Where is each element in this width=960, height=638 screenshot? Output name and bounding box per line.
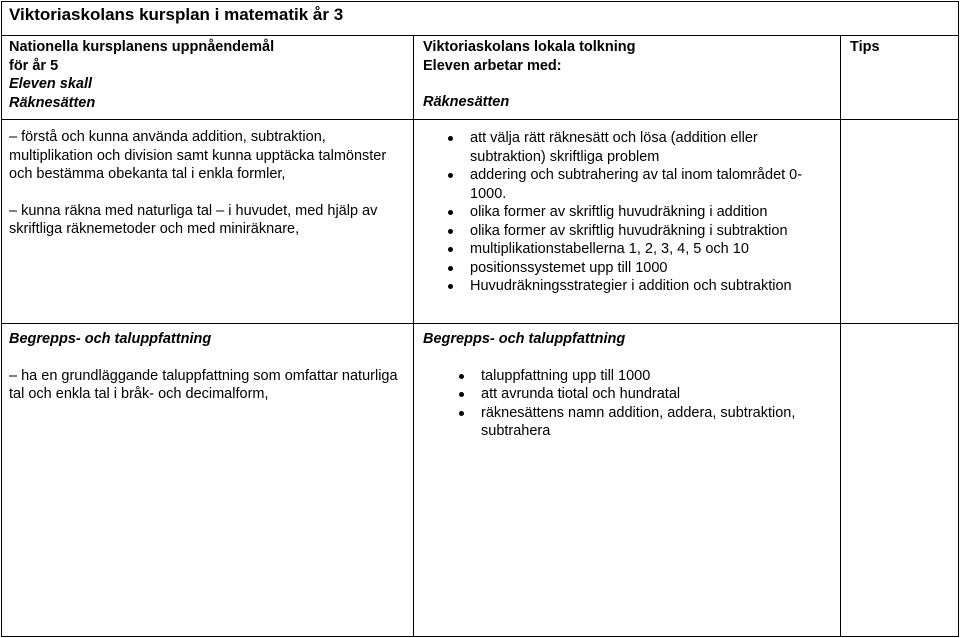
header-local-line2: Eleven arbetar med: (423, 57, 562, 74)
section1-goals (9, 128, 404, 239)
list-item: positionssystemet upp till 1000 (446, 259, 834, 278)
page-title: Viktoriaskolans kursplan i matematik år 3 (9, 5, 344, 24)
goal-text: – ha en grundläggande taluppfattning som omfattar naturliga tal och enkla tal i bråk- och decimalform, (9, 367, 398, 402)
goal-text: – kunna räkna med naturliga tal – i huvudet, med hjälp av skriftliga räknemetoder och med miniräknare, (9, 202, 378, 237)
title-divider (1, 35, 959, 36)
section2-heading-right: Begrepps- och taluppfattning (423, 331, 626, 347)
section2-local (423, 330, 833, 441)
column-divider-1 (413, 35, 414, 636)
header-national-goals (9, 38, 409, 112)
header-national-line2: för år 5 (9, 57, 59, 74)
list-item: att välja rätt räknesätt och lösa (addition eller subtraktion) skriftliga problem (446, 129, 834, 166)
list-item: räknesättens namn addition, addera, subtraktion, subtrahera (457, 404, 833, 441)
section2-goals (9, 330, 404, 404)
list-item: multiplikationstabellerna 1, 2, 3, 4, 5 och 10 (446, 240, 834, 259)
header-tips: Tips (850, 39, 880, 55)
header-local-line1: Viktoriaskolans lokala tolkning (423, 39, 636, 55)
column-divider-2 (840, 35, 841, 636)
header-national-line1: Nationella kursplanens uppnåendemål (9, 39, 275, 55)
header-national-line3: Eleven skall (9, 76, 93, 92)
bullet-list (423, 367, 833, 441)
list-item: olika former av skriftlig huvudräkning i addition (446, 203, 834, 222)
header-national-line4: Räknesätten (9, 94, 96, 111)
header-divider (1, 119, 959, 120)
bullet-list (446, 129, 834, 296)
list-item: addering och subtrahering av tal inom talområdet 0-1000. (446, 166, 834, 203)
list-item: Huvudräkningsstrategier i addition och subtraktion (446, 277, 834, 296)
header-local-interpretation (423, 38, 833, 112)
section-divider (1, 323, 959, 324)
list-item: att avrunda tiotal och hundratal (457, 385, 833, 404)
section2-heading-left: Begrepps- och taluppfattning (9, 331, 212, 347)
header-local-line3: Räknesätten (423, 94, 510, 110)
section1-bullets (446, 129, 834, 296)
goal-text: – förstå och kunna använda addition, subtraktion, multiplikation och division samt kunna upptäcka talmönster och bestämma obekanta tal i enkla formler, (9, 129, 387, 182)
list-item: olika former av skriftlig huvudräkning i subtraktion (446, 222, 834, 241)
list-item: taluppfattning upp till 1000 (457, 367, 833, 386)
